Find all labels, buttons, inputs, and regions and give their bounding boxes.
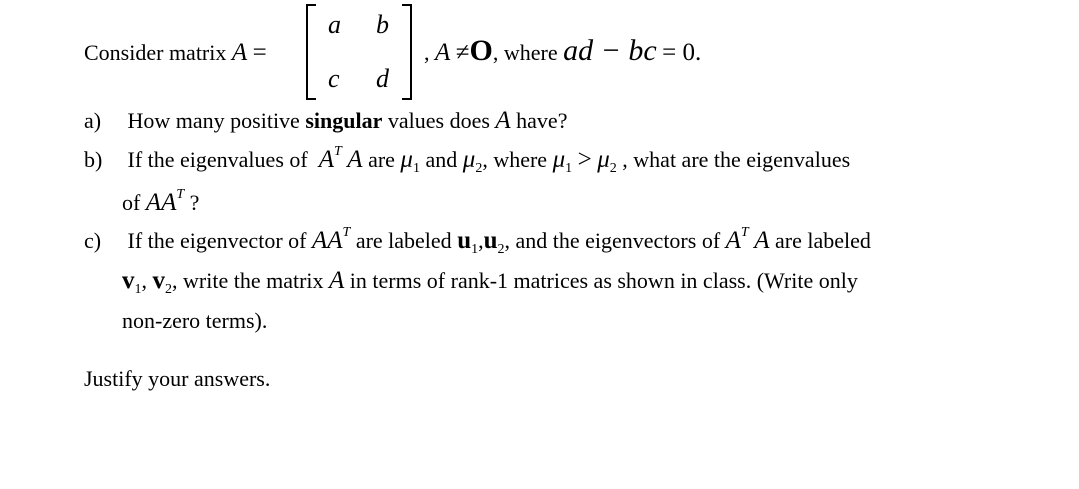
intro-lhs: A — [231, 39, 248, 66]
determinant-expression: ad − bc — [563, 34, 657, 67]
part-b-continued: of $AA^T$ ? — [122, 187, 200, 216]
intro-equals: = — [252, 39, 267, 66]
matrix-right-bracket — [402, 4, 412, 100]
matrix-A — [306, 4, 412, 98]
part-c-continued: $v_1$, $v_2$, write the matrix A in terms of rank-1 matrices as shown in class. (Write only — [122, 267, 858, 297]
matrix-entry-a: a — [328, 10, 341, 39]
zero-matrix-symbol: O — [469, 34, 493, 67]
matrix-entry-b: b — [376, 10, 389, 39]
part-c-label: c) — [84, 228, 102, 253]
part-b-label: b) — [84, 147, 103, 172]
part-c: c) If the eigenvector of $AA^T$ are labeled $u_1,u_2$, and the eigenvectors of $A^T$ A are labeled — [84, 225, 871, 257]
matrix-entry-c: c — [328, 64, 340, 93]
matrix-left-bracket — [306, 4, 316, 100]
intro-condition: , A ≠O, where ad − bc = 0. — [424, 34, 702, 67]
matrix-entry-d: d — [376, 64, 389, 93]
justify-instruction: Justify your answers. — [84, 366, 271, 391]
part-c-continued-2: non-zero terms). — [122, 308, 268, 333]
part-a-label: a) — [84, 108, 102, 133]
part-a: a) How many positive singular values does A have? — [84, 107, 568, 134]
intro-prefix: Consider matrix A = — [84, 39, 267, 66]
part-b: b) If the eigenvalues of $A^T$ A are $\mu_1$ and $\mu_2$, where $\mu_1 > \mu_2$ , what are the eigenvalues — [84, 144, 851, 176]
